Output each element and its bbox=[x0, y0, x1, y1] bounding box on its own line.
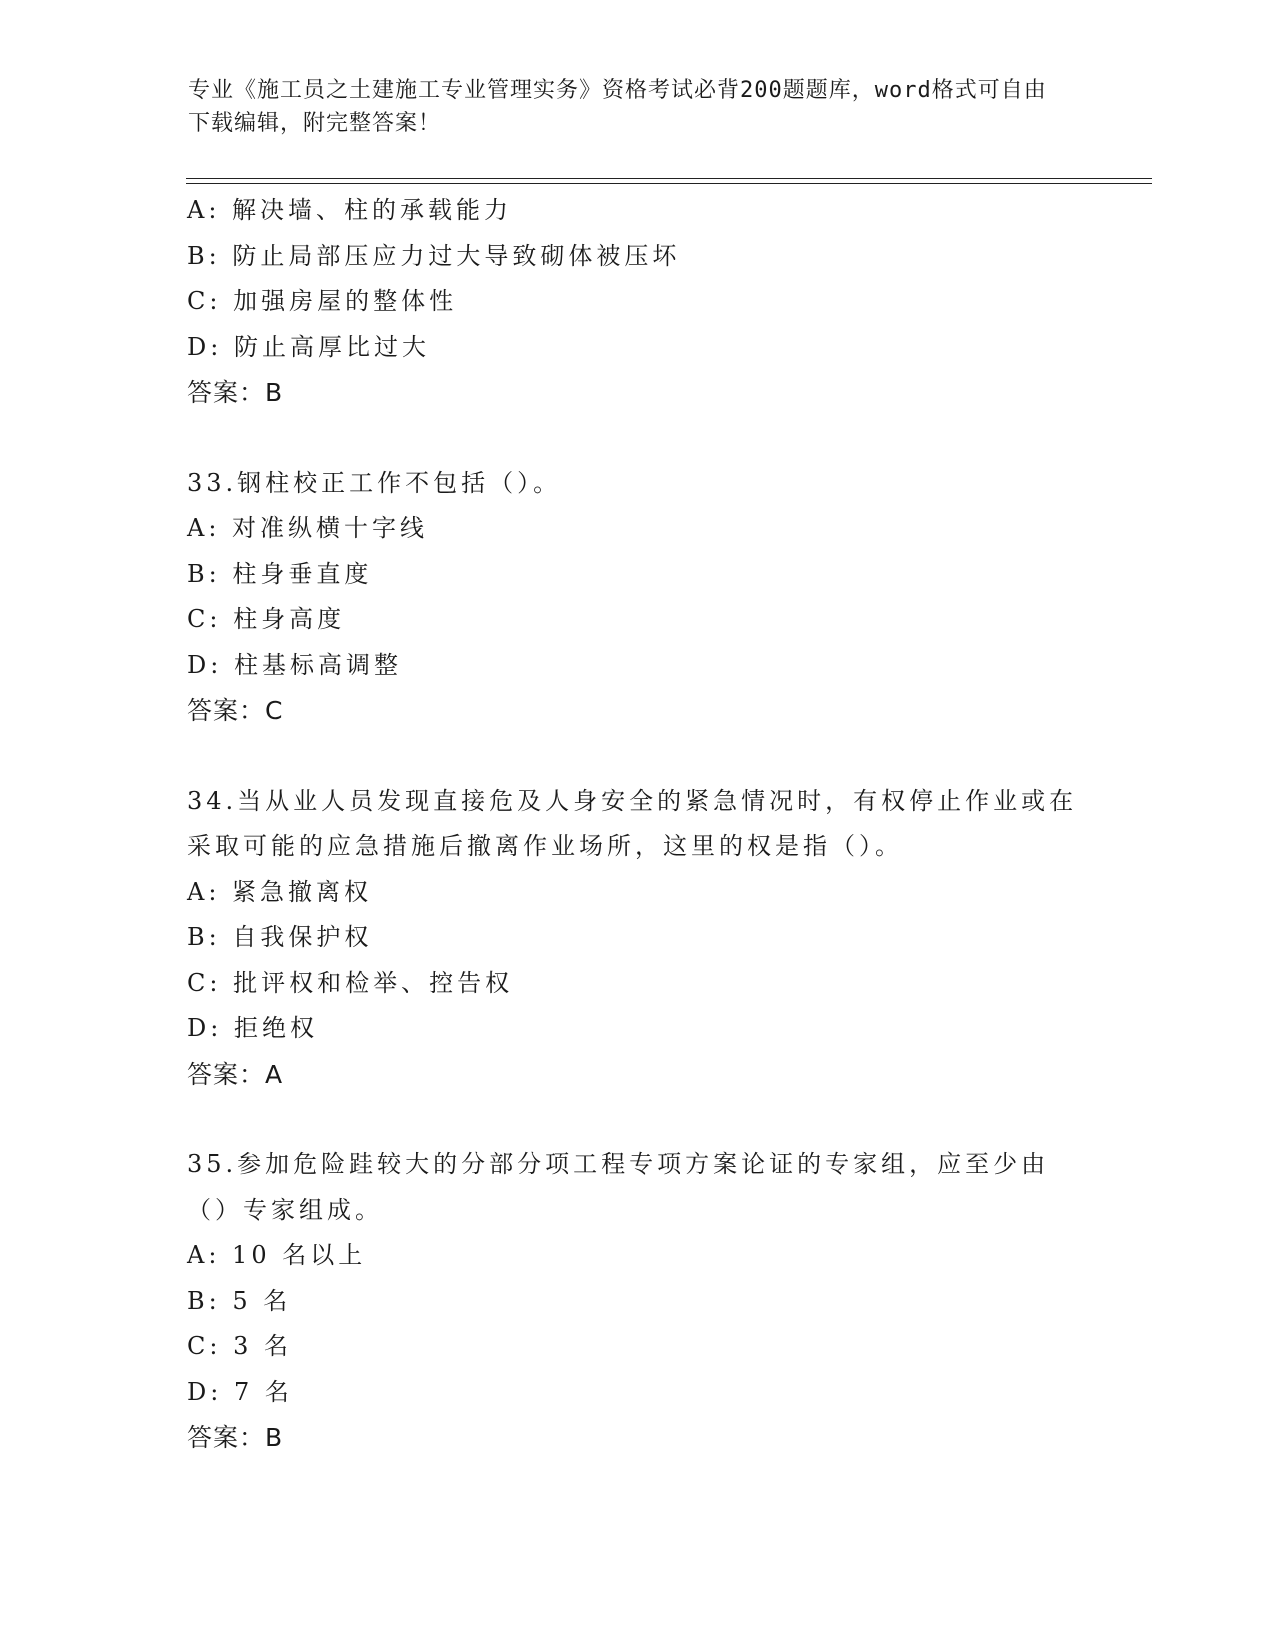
option-a: A: 解决墙、柱的承载能力 bbox=[187, 196, 513, 224]
option-d: D: 柱基标高调整 bbox=[187, 650, 402, 679]
question-32 bbox=[187, 188, 1087, 416]
spacer bbox=[187, 734, 1087, 779]
header-divider-bottom bbox=[186, 183, 1152, 184]
option-c: C: 批评权和检举、控告权 bbox=[187, 968, 514, 997]
option-c: C: 加强房屋的整体性 bbox=[187, 287, 458, 315]
answer-line: 答案：C bbox=[187, 696, 284, 725]
option-a: A: 紧急撤离权 bbox=[187, 877, 373, 906]
option-b: B: 5 名 bbox=[187, 1286, 292, 1315]
question-text: 34.当从业人员发现直接危及人身安全的紧急情况时，有权停止作业或在采取可能的应急措施后撤离作业场所，这里的权是指（）。 bbox=[187, 786, 1078, 860]
question-33 bbox=[187, 461, 1087, 734]
header-divider-top bbox=[186, 178, 1152, 179]
question-35 bbox=[187, 1142, 1087, 1461]
question-text: 35.参加危险跬较大的分部分项工程专项方案论证的专家组，应至少由（）专家组成。 bbox=[187, 1150, 1050, 1224]
option-d: D: 防止高厚比过大 bbox=[187, 332, 430, 361]
option-b: B: 防止局部压应力过大导致砌体被压坏 bbox=[187, 241, 681, 270]
answer-line: 答案：B bbox=[187, 378, 284, 407]
answer-line: 答案：A bbox=[187, 1059, 284, 1089]
answer-line: 答案：B bbox=[187, 1423, 284, 1452]
spacer bbox=[187, 416, 1087, 461]
option-c: C: 柱身高度 bbox=[187, 605, 346, 633]
option-b: B: 自我保护权 bbox=[187, 923, 373, 951]
option-b: B: 柱身垂直度 bbox=[187, 559, 373, 588]
spacer bbox=[187, 1097, 1087, 1142]
option-d: D: 拒绝权 bbox=[187, 1014, 318, 1042]
option-c: C: 3 名 bbox=[187, 1332, 292, 1360]
option-d: D: 7 名 bbox=[187, 1377, 293, 1406]
document-title: 专业《施工员之土建施工专业管理实务》资格考试必背200题题库，word格式可自由下载编辑，附完整答案！ bbox=[188, 78, 1047, 136]
option-a: A: 10 名以上 bbox=[187, 1241, 367, 1269]
question-34 bbox=[187, 779, 1087, 1098]
question-text: 33.钢柱校正工作不包括（）。 bbox=[187, 468, 562, 497]
option-a: A: 对准纵横十字线 bbox=[187, 514, 429, 542]
question-list bbox=[187, 188, 1087, 1461]
